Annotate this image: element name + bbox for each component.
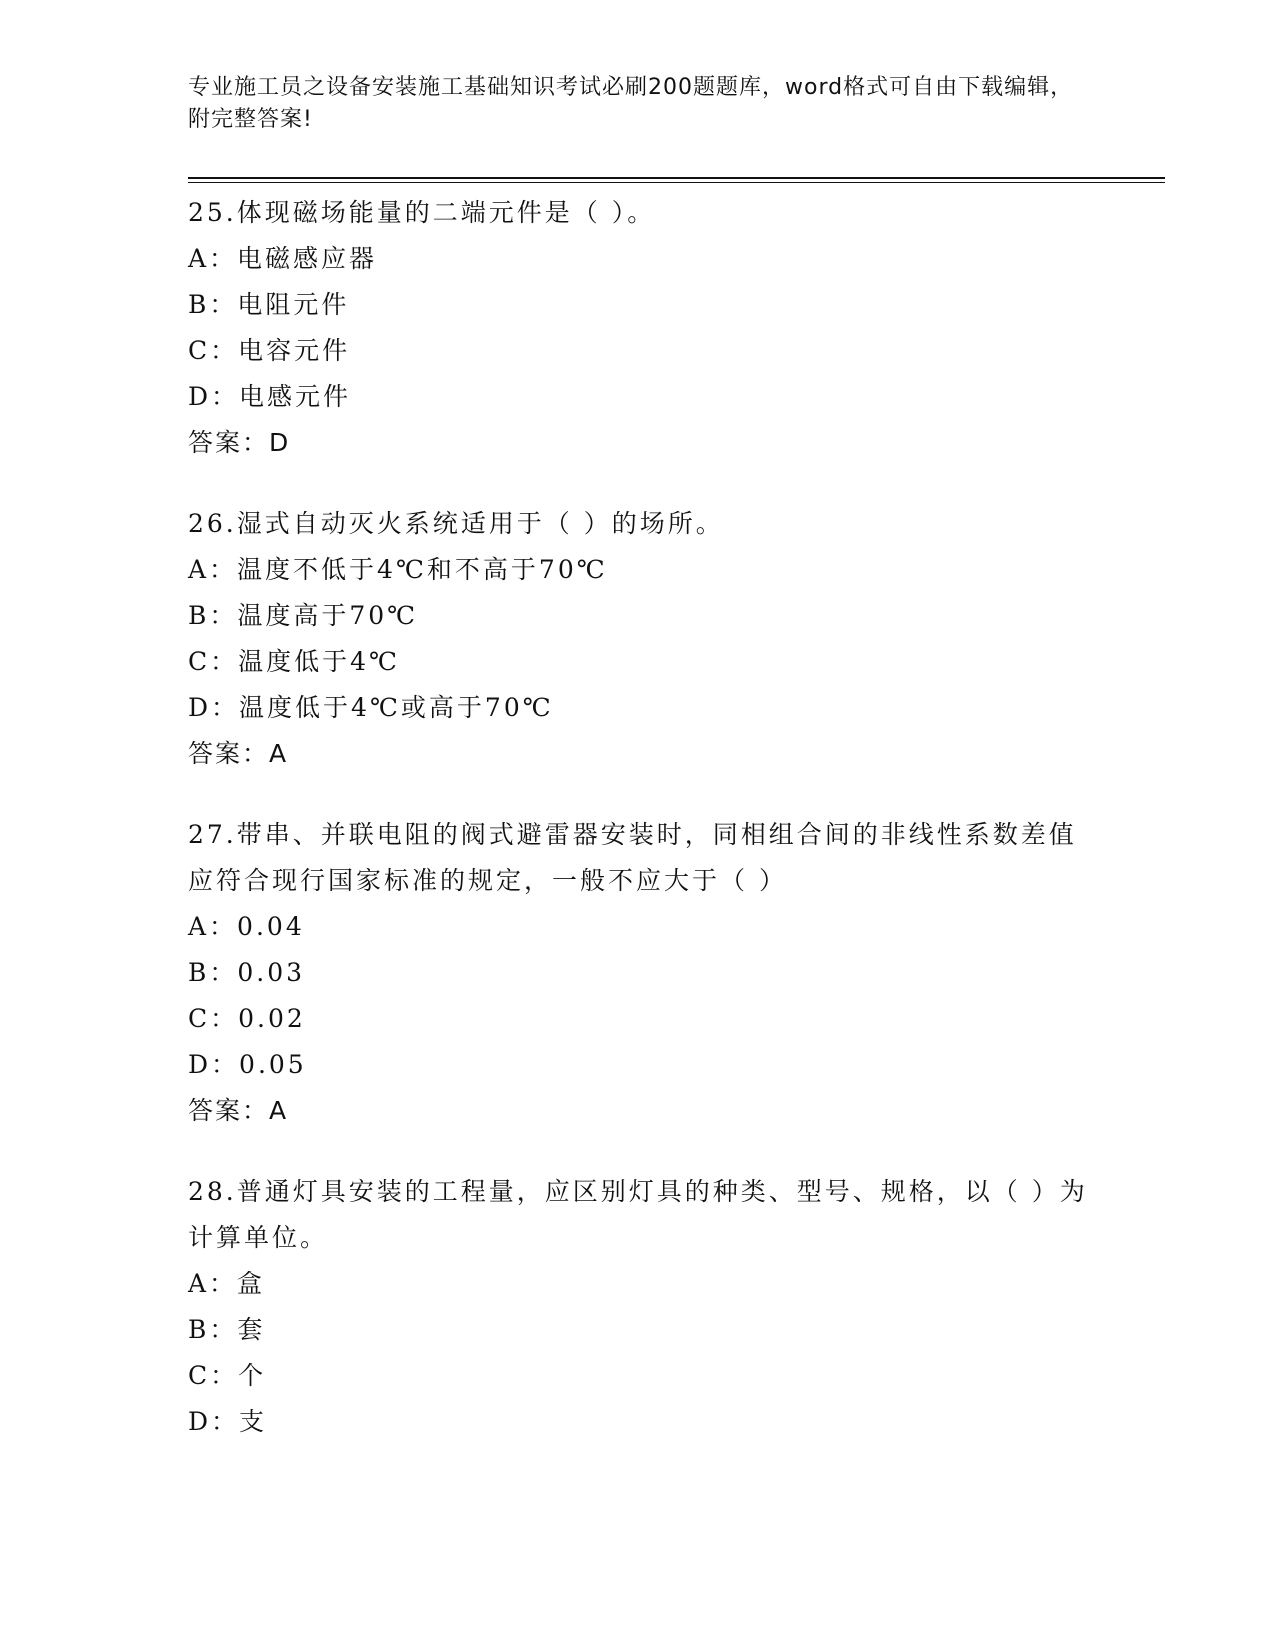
option-c: C：电容元件: [188, 336, 351, 365]
option-c: C：0.02: [188, 1004, 306, 1033]
answer-line: 答案：A: [188, 1096, 289, 1125]
question-27: [188, 812, 1088, 1134]
document-header: 专业施工员之设备安装施工基础知识考试必刷200题题库，word格式可自由下载编辑，附完整答案!: [188, 75, 1074, 132]
option-a: A：电磁感应器: [188, 244, 378, 273]
option-b: B：电阻元件: [188, 290, 350, 319]
question-25: [188, 190, 1088, 466]
answer-line: 答案：D: [188, 428, 291, 457]
option-d: D：温度低于4℃或高于70℃: [188, 693, 554, 722]
question-stem: 25.体现磁场能量的二端元件是（ ）。: [188, 198, 656, 227]
option-a: A：盒: [188, 1269, 266, 1298]
option-b: B：套: [188, 1315, 266, 1344]
option-c: C：个: [188, 1361, 267, 1390]
option-d: D：0.05: [188, 1050, 307, 1079]
option-d: D：支: [188, 1407, 268, 1436]
header-double-rule: [188, 177, 1165, 183]
question-list: [188, 190, 1088, 1480]
option-d: D：电感元件: [188, 382, 352, 411]
question-28: [188, 1169, 1088, 1445]
question-26: [188, 501, 1088, 777]
question-stem: 26.湿式自动灭火系统适用于（ ）的场所。: [188, 509, 724, 538]
option-a: A：温度不低于4℃和不高于70℃: [188, 555, 608, 584]
option-c: C：温度低于4℃: [188, 647, 401, 676]
answer-line: 答案：A: [188, 739, 289, 768]
option-b: B：0.03: [188, 958, 306, 987]
option-a: A：0.04: [188, 912, 305, 941]
question-stem: 28.普通灯具安装的工程量，应区别灯具的种类、型号、规格，以（ ）为计算单位。: [188, 1177, 1088, 1252]
option-b: B：温度高于70℃: [188, 601, 419, 630]
question-stem: 27.带串、并联电阻的阀式避雷器安装时，同相组合间的非线性系数差值应符合现行国家标准的规定，一般不应大于（ ）: [188, 820, 1077, 895]
